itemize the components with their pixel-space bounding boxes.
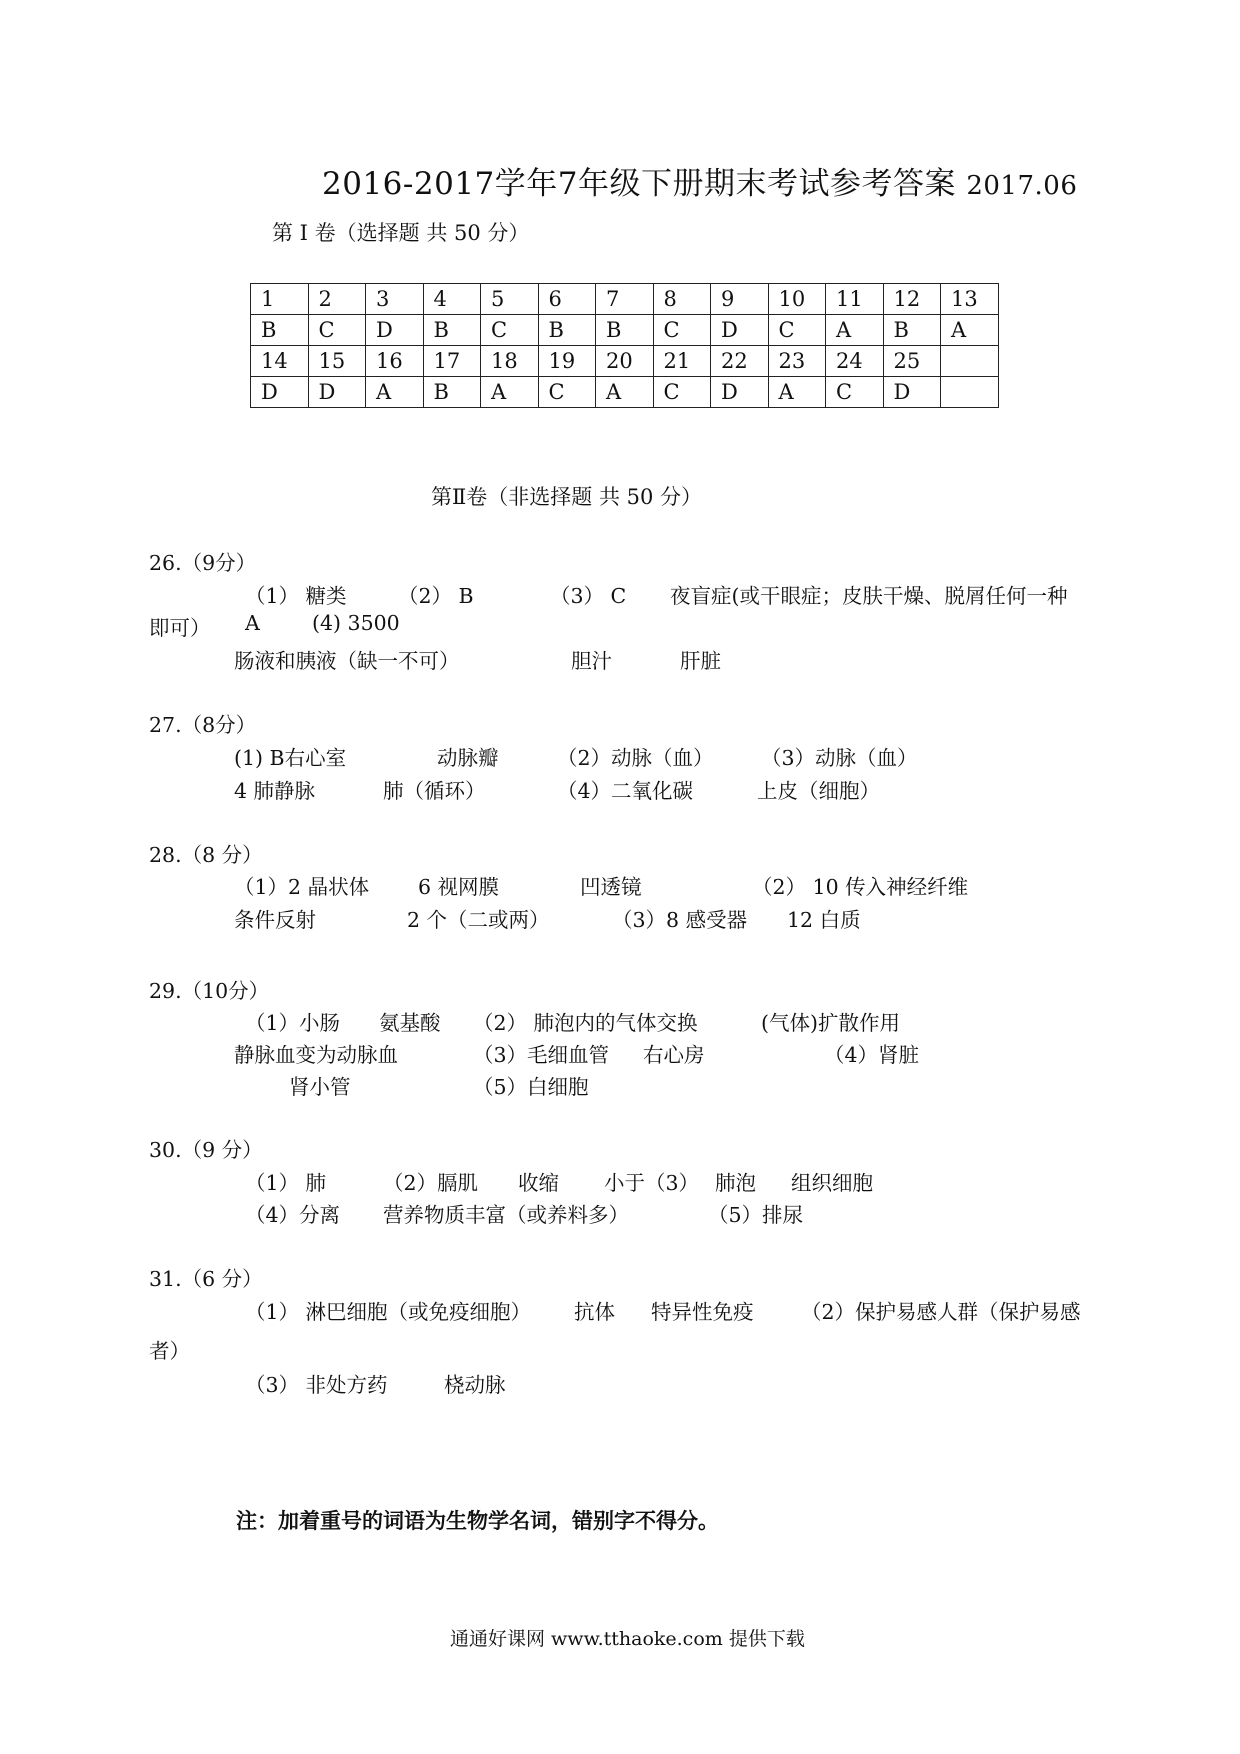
table-cell: 13 [941,284,999,315]
answer-text: （2） 肺泡内的气体交换 [473,1011,698,1035]
answer-table [250,283,999,408]
table-cell: B [883,315,941,346]
answer-text: 抗体 [574,1300,615,1324]
answer-text: （2）动脉（血） [557,746,714,770]
answer-text: （3）毛细血管 [473,1043,610,1067]
title-main: 2016-2017学年7年级下册期末考试参考答案 [322,166,956,202]
q31-line3 [0,1368,1240,1396]
answer-text: (4) 3500 [312,611,400,635]
table-cell: 15 [308,346,366,377]
table-cell: C [768,315,826,346]
answer-text: （1）小肠 [245,1011,341,1035]
table-cell: C [538,377,596,408]
answer-text: （5）白细胞 [473,1075,589,1099]
answer-text: （3） 非处方药 [245,1373,388,1397]
page-title [322,158,1077,203]
answer-text: (气体)扩散作用 [761,1011,900,1035]
q31-number: 31.（6 分） [149,1267,263,1291]
table-cell: 1 [251,284,309,315]
table-cell: D [308,377,366,408]
q26-line2 [0,611,1240,639]
q28-line1 [0,870,1240,898]
table-cell: 22 [711,346,769,377]
table-row [251,346,999,377]
part1-heading: 第 I 卷（选择题 共 50 分） [272,221,530,245]
title-date: 2017.06 [966,171,1078,201]
q26-line1 [0,579,1240,607]
answer-text: （4）肾脏 [824,1043,920,1067]
answer-text: 6 视网膜 [418,875,500,899]
table-row [251,377,999,408]
answer-text: （1） 糖类 [245,584,347,608]
table-cell: 6 [538,284,596,315]
answer-text: 动脉瓣 [437,746,499,770]
q26-line3 [0,644,1240,672]
table-cell: 23 [768,346,826,377]
answer-text: （4）二氧化碳 [557,779,694,803]
table-cell: A [768,377,826,408]
q27-line2 [0,774,1240,802]
answer-text: （2） B [398,584,474,608]
table-cell: D [711,315,769,346]
table-cell: B [596,315,654,346]
table-cell: 8 [653,284,711,315]
answer-text: 上皮（细胞） [757,779,880,803]
footer-source: 通通好课网 www.tthaoke.com 提供下载 [450,1628,805,1650]
answer-text: （1） 淋巴细胞（或免疫细胞） [245,1300,532,1324]
answer-text: 特异性免疫 [651,1300,754,1324]
table-cell: C [308,315,366,346]
table-row [251,284,999,315]
table-cell: 5 [481,284,539,315]
answer-text: 肾小管 [289,1075,351,1099]
answer-text: （3）动脉（血） [761,746,918,770]
answer-text: 静脉血变为动脉血 [234,1043,398,1067]
table-cell: 12 [883,284,941,315]
table-cell: D [366,315,424,346]
answer-text: （1）2 晶状体 [234,875,370,899]
table-cell: D [711,377,769,408]
answer-text: （2）保护易感人群（保护易感 [801,1300,1081,1324]
answer-text: 桡动脉 [444,1373,506,1397]
answer-text: （4）分离 [245,1203,341,1227]
table-cell: 16 [366,346,424,377]
answer-text: 12 白质 [787,908,861,932]
table-cell: D [251,377,309,408]
table-cell: A [481,377,539,408]
answer-text: 胆汁 [571,649,612,673]
answer-text: 2 个（二或两） [407,908,550,932]
answer-text: 肺（循环） [383,779,486,803]
table-cell: B [251,315,309,346]
table-cell: 9 [711,284,769,315]
table-cell: 18 [481,346,539,377]
q29-line3 [0,1070,1240,1098]
table-cell [941,346,999,377]
table-cell: A [366,377,424,408]
q28-line2 [0,903,1240,931]
table-cell: D [883,377,941,408]
answer-text: 者） [149,1339,190,1363]
table-cell: 7 [596,284,654,315]
answer-text: A [245,611,260,635]
answer-text: （3）8 感受器 [612,908,748,932]
q31-line2 [0,1334,1240,1362]
q29-line1 [0,1006,1240,1034]
answer-text: （3） C [550,584,627,608]
answer-text: （5）排尿 [708,1203,804,1227]
answer-text: 小于（3） [604,1171,700,1195]
answer-text: 夜盲症(或干眼症；皮肤干燥、脱屑任何一种 [670,584,1068,608]
q31-line1 [0,1295,1240,1323]
answer-text: 即可） [149,616,211,640]
q27-line1 [0,741,1240,769]
answer-text: 4 肺静脉 [234,779,316,803]
grading-note: 注：加着重号的词语为生物学名词，错别字不得分。 [236,1509,719,1533]
answer-text: (1) B右心室 [234,746,347,770]
table-cell: 24 [826,346,884,377]
answer-text: 条件反射 [234,908,316,932]
table-cell: 21 [653,346,711,377]
table-cell: A [941,315,999,346]
answer-text: 右心房 [643,1043,705,1067]
table-cell: C [653,315,711,346]
answer-text: 营养物质丰富（或养料多） [383,1203,629,1227]
answer-text: 肠液和胰液（缺一不可） [234,649,460,673]
table-cell: C [826,377,884,408]
table-cell: A [826,315,884,346]
table-cell: 11 [826,284,884,315]
table-cell: 19 [538,346,596,377]
table-cell: 4 [423,284,481,315]
table-cell: B [423,315,481,346]
q27-number: 27.（8分） [149,713,257,737]
q30-number: 30.（9 分） [149,1138,263,1162]
table-cell: A [596,377,654,408]
table-cell: B [538,315,596,346]
answer-text: 收缩 [518,1171,559,1195]
q28-number: 28.（8 分） [149,843,263,867]
table-cell: 20 [596,346,654,377]
answer-text: （2）膈肌 [383,1171,479,1195]
q26-number: 26.（9分） [149,551,257,575]
q29-number: 29.（10分） [149,979,270,1003]
q30-line2 [0,1198,1240,1226]
table-cell: C [653,377,711,408]
answer-text: 肺泡 [715,1171,756,1195]
answer-text: 凹透镜 [580,875,642,899]
table-cell: 2 [308,284,366,315]
answer-text: （2） 10 传入神经纤维 [752,875,969,899]
table-cell: 17 [423,346,481,377]
table-cell: C [481,315,539,346]
table-cell: 25 [883,346,941,377]
q29-line2 [0,1038,1240,1066]
answer-text: 组织细胞 [791,1171,873,1195]
answer-text: 氨基酸 [379,1011,441,1035]
table-cell: B [423,377,481,408]
part2-heading: 第Ⅱ卷（非选择题 共 50 分） [431,485,703,509]
answer-text: （1） 肺 [245,1171,327,1195]
table-row [251,315,999,346]
q30-line1 [0,1166,1240,1194]
table-cell: 14 [251,346,309,377]
answer-text: 肝脏 [680,649,721,673]
table-cell: 3 [366,284,424,315]
table-cell [941,377,999,408]
table-cell: 10 [768,284,826,315]
